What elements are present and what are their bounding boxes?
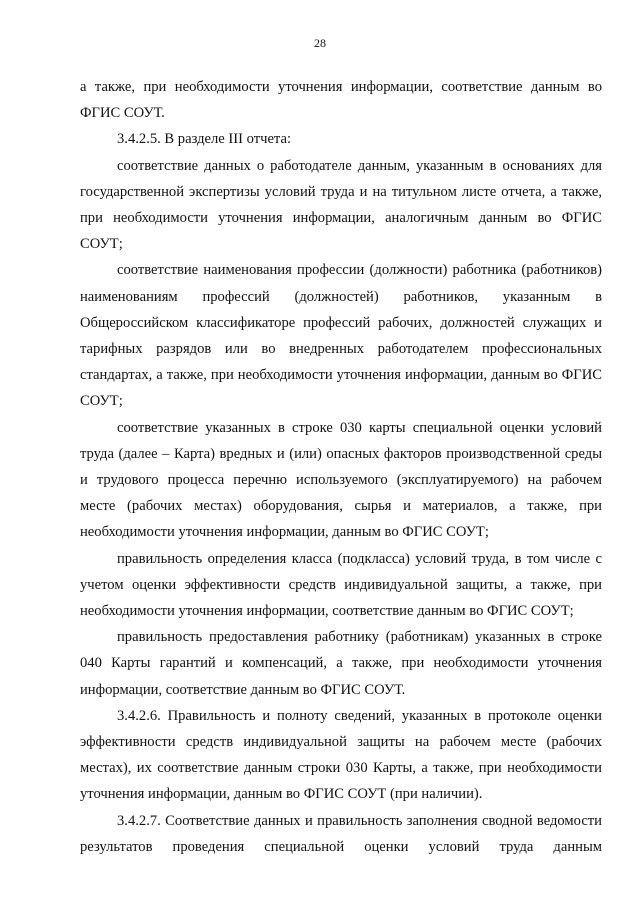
paragraph-continuation: а также, при необходимости уточнения информации, соответствие данным во ФГИС СОУТ. [80, 79, 602, 122]
paragraph-employer-data: соответствие данных о работодателе данным, указанным в основаниях для государственной экспертизы условий труда и на титульном листе отчета, а также, при необходимости уточнения информации, аналогичным данным во ФГИС СОУТ; [80, 157, 602, 253]
paragraph-profession-names: соответствие наименования профессии (должности) работника (работников) наименованиям профессий (должностей) работников, указанным в Общероссийском классификаторе профессий рабочих, должностей служащих и тарифных разрядов или во внедренных работодателем профессиональных стандартах, а также, при необходимости уточнения информации, данным во ФГИС СОУТ; [80, 262, 602, 410]
page-number: 28 [314, 36, 326, 50]
paragraph-section-3-4-2-6: 3.4.2.6. Правильность и полноту сведений, указанных в протоколе оценки эффективности средств индивидуальной защиты на рабочем месте (рабочих местах), их соответствие данным строки 030 Карты, а также, при необходимости уточнения информации, данным во ФГИС СОУТ (при наличии). [80, 707, 602, 803]
paragraph-class-determination: правильность определения класса (подкласса) условий труда, в том числе с учетом оценки эффективности средств индивидуальной защиты, а также, при необходимости уточнения информации, соответствие данным во ФГИС СОУТ; [80, 550, 602, 620]
paragraph-harmful-factors: соответствие указанных в строке 030 карты специальной оценки условий труда (далее – Карта) вредных и (или) опасных факторов производственной среды и трудового процесса перечню используемого (эксплуатируемого) на рабочем месте (рабочих местах) оборудования, сырья и материалов, а также, при необходимости уточнения информации, данным во ФГИС СОУТ; [80, 419, 602, 541]
paragraph-guarantees: правильность предоставления работнику (работникам) указанных в строке 040 Карты гарантий и компенсаций, а также, при необходимости уточнения информации, соответствие данным во ФГИС СОУТ. [80, 629, 602, 698]
document-body [80, 74, 602, 860]
paragraph-section-3-4-2-7: 3.4.2.7. Соответствие данных и правильность заполнения сводной ведомости результатов проведения специальной оценки условий труда данным [80, 812, 602, 855]
paragraph-section-3-4-2-5: 3.4.2.5. В разделе III отчета: [117, 131, 292, 148]
